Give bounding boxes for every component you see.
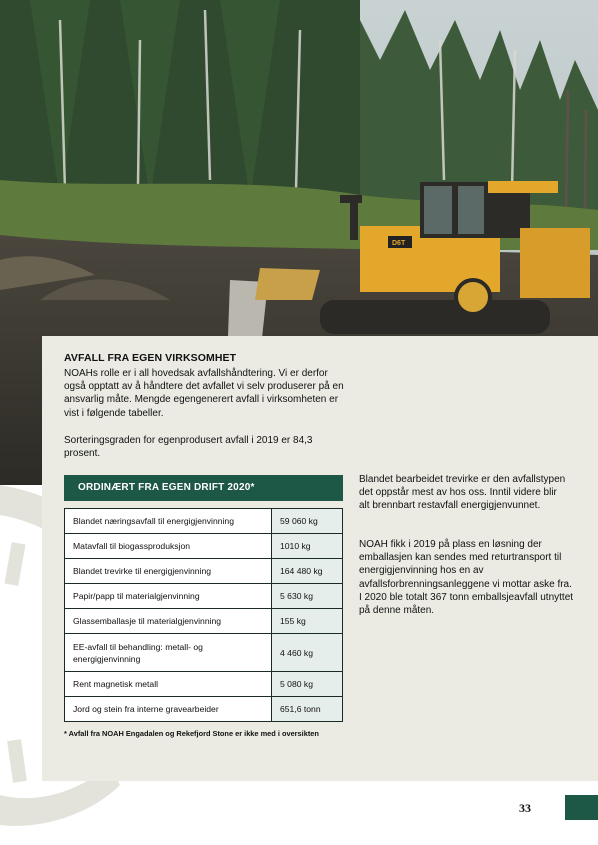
category-cell: Blandet næringsavfall til energigjenvinning — [65, 509, 272, 534]
table-footnote: * Avfall fra NOAH Engadalen og Rekefjord Stone er ikke med i oversikten — [64, 729, 319, 738]
machine-label: D6T — [392, 240, 406, 247]
table-row — [65, 584, 343, 609]
amount-cell: 5 630 kg — [272, 584, 343, 609]
page-number: 33 — [519, 801, 531, 815]
amount-cell: 4 460 kg — [272, 634, 343, 672]
table-title: ORDINÆRT FRA EGEN DRIFT 2020* — [64, 475, 343, 501]
amount-cell: 155 kg — [272, 609, 343, 634]
right-paragraph-packaging: NOAH fikk i 2019 på plass en løsning der emballasjen kan sendes med returtransport til energigjenvinning hos en av avfallsforbrenningsanleggene vi mottar aske fra. I 2020 ble totalt 367 tonn emballsjeavfall utnyttet på denne måten. — [359, 539, 574, 617]
category-cell: Blandet trevirke til energigjenvinning — [65, 559, 272, 584]
category-cell: Papir/papp til materialgjenvinning — [65, 584, 272, 609]
table-row — [65, 509, 343, 534]
category-cell: Matavfall til biogassproduksjon — [65, 534, 272, 559]
category-cell: Rent magnetisk metall — [65, 672, 272, 697]
table-row — [65, 559, 343, 584]
page-tab-marker — [565, 795, 598, 820]
amount-cell: 59 060 kg — [272, 509, 343, 534]
right-paragraph-wood: Blandet bearbeidet trevirke er den avfallstypen det oppstår mest av hos oss. Inntil videre blir alt brennbart restavfall energigjenvunnet. — [359, 474, 566, 512]
sorting-paragraph: Sorteringsgraden for egenprodusert avfall i 2019 er 84,3 prosent. — [64, 435, 313, 460]
intro-paragraph: NOAHs rolle er i all hovedsak avfallshåndtering. Vi er derfor også opptatt av å håndtere det avfallet vi selv produserer på en ansvarlig måte. Mengde egengenerert avfall i virksomheten er vist i følgende tabeller. — [64, 368, 344, 419]
amount-cell: 5 080 kg — [272, 672, 343, 697]
waste-table — [64, 508, 343, 722]
category-cell: EE-avfall til behandling: metall- og energigjenvinning — [65, 634, 272, 672]
table-row — [65, 697, 343, 722]
table-row — [65, 634, 343, 672]
table-row — [65, 672, 343, 697]
amount-cell: 1010 kg — [272, 534, 343, 559]
table-row — [65, 609, 343, 634]
table-row — [65, 534, 343, 559]
page-heading: AVFALL FRA EGEN VIRKSOMHET — [64, 352, 237, 364]
amount-cell: 651,6 tonn — [272, 697, 343, 722]
category-cell: Glassemballasje til materialgjenvinning — [65, 609, 272, 634]
amount-cell: 164 480 kg — [272, 559, 343, 584]
category-cell: Jord og stein fra interne gravearbeider — [65, 697, 272, 722]
